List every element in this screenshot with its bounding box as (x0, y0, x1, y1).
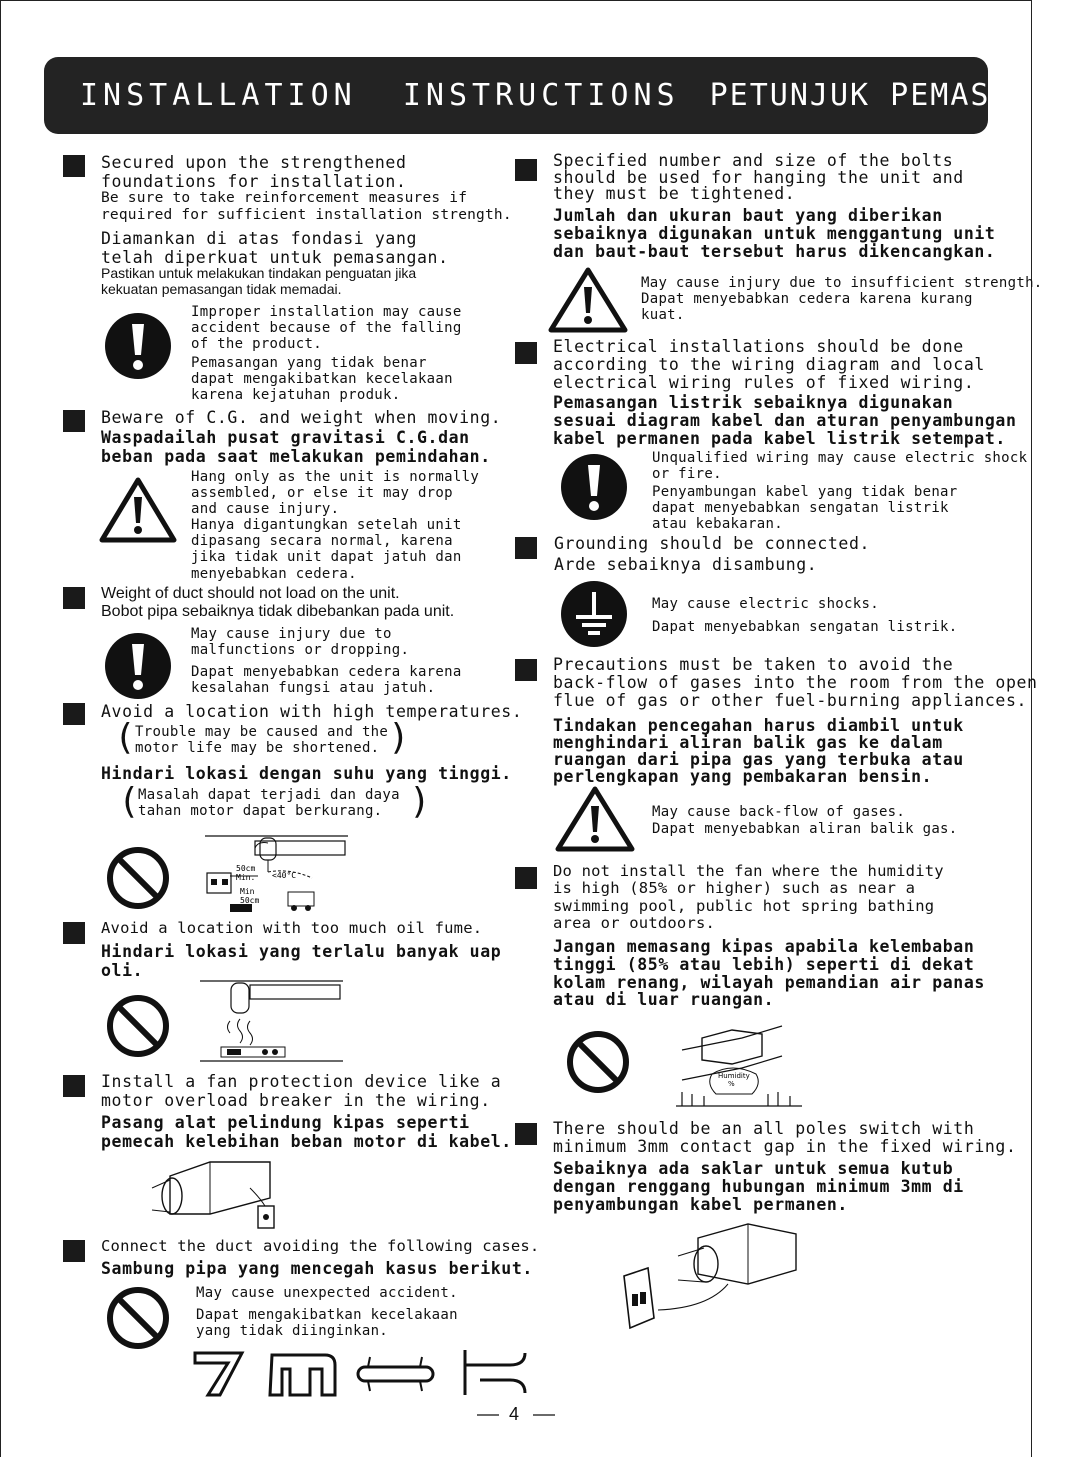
l2-title-en: Beware of C.G. and weight when moving. (101, 408, 502, 427)
r3-title-id: Arde sebaiknya disambung. (554, 555, 818, 574)
diagram-label: Min. (236, 873, 256, 882)
r4-warning-en: May cause back-flow of gases. (652, 804, 906, 820)
exclamation-circle-icon (104, 632, 172, 700)
paren-open: ( (118, 781, 140, 822)
l4-title-en: Avoid a location with high temperatures. (101, 702, 523, 721)
r1-title-en: Specified number and size of the bolts should be used for hanging the unit and they must be tightened. (553, 151, 964, 203)
prohibition-icon (106, 994, 170, 1058)
all-poles-switch-diagram (618, 1218, 808, 1338)
page-title-en: INSTALLATION INSTRUCTIONS (80, 78, 680, 113)
warning-triangle-icon (548, 267, 628, 333)
bullet-square (63, 1240, 85, 1262)
diagram-label: Min (240, 887, 255, 896)
r3-warning-id: Dapat menyebabkan sengatan listrik. (652, 619, 958, 635)
prohibition-icon (566, 1030, 630, 1094)
l1-warning-id: Pemasangan yang tidak benar dapat mengakibatkan kecelakaan karena kejatuhan produk. (191, 355, 453, 404)
diagram-label: <40°C (272, 871, 297, 880)
l4-note-en: Trouble may be caused and the motor life may be shortened. (135, 724, 389, 757)
duct-bends-diagram (190, 1345, 535, 1403)
exclamation-circle-icon (560, 453, 628, 521)
r2-warning-en: Unqualified wiring may cause electric shock or fire. (652, 450, 1028, 483)
l7-warning-id: Dapat mengakibatkan kecelakaan yang tidak diinginkan. (196, 1307, 458, 1340)
prohibition-icon (106, 1286, 170, 1350)
bullet-square (63, 410, 85, 432)
diagram-label: Humidity (718, 1072, 750, 1080)
r1-warning-en: May cause injury due to insufficient strength. (641, 275, 1043, 291)
bullet-square (515, 537, 537, 559)
bullet-square (63, 1075, 85, 1097)
r2-title-en: Electrical installations should be done according to the wiring diagram and local electrical wiring rules of fixed wiring. (553, 337, 985, 392)
l3-warning-id: Dapat menyebabkan cedera karena kesalahan fungsi atau jatuh. (191, 664, 462, 697)
l3-title-id: Bobot pipa sebaiknya tidak dibebankan pada unit. (101, 603, 455, 620)
r1-title-id: Jumlah dan ukuran baut yang diberikan sebaiknya digunakan untuk menggantung unit dan baut-baut tersebut harus dikencangkan. (553, 206, 996, 261)
l6-title-id: Pasang alat pelindung kipas seperti pemecah kelebihan beban motor di kabel. (101, 1113, 512, 1152)
warning-triangle-icon (555, 786, 635, 852)
l5-title-id: Hindari lokasi yang terlalu banyak uap oli. (101, 942, 502, 981)
bullet-square (515, 659, 537, 681)
r2-title-id: Pemasangan listrik sebaiknya digunakan sesuai diagram kabel dan aturan penyambungan kabel permanen pada kabel listrik setempat. (553, 393, 1017, 448)
page-frame-top (0, 0, 1032, 1)
r4-title-id: Tindakan pencegahan harus diambil untuk menghindari aliran balik gas ke dalam ruangan dari pipa gas yang terbuka atau perlengkapan yang pembakaran bensin. (553, 716, 964, 787)
paren-close: ) (388, 717, 410, 758)
r2-warning-id: Penyambungan kabel yang tidak benar dapat menyebabkan sengatan listrik atau kebakaran. (652, 484, 958, 533)
prohibition-icon (106, 846, 170, 910)
r4-warning-id: Dapat menyebabkan aliran balik gas. (652, 821, 958, 837)
l2-title-id: Waspadailah pusat gravitasi C.G.dan beban pada saat melakukan pemindahan. (101, 428, 491, 467)
l3-warning-en: May cause injury due to malfunctions or dropping. (191, 626, 410, 659)
r1-warning-id: Dapat menyebabkan cedera karena kurang kuat. (641, 291, 973, 324)
diagram-label: % (728, 1080, 735, 1088)
l1-title-en: Secured upon the strengthened foundations for installation. (101, 153, 407, 192)
warning-triangle-icon (99, 477, 177, 543)
l2-warning-id: Hanya digantungkan setelah unit dipasang secara normal, karena jika tidak unit dapat jatuh dan menyebabkan cedera. (191, 517, 462, 582)
r3-warning-en: May cause electric shocks. (652, 596, 879, 612)
paren-close: ) (409, 781, 431, 822)
header-banner (44, 57, 1091, 134)
oil-fume-diagram (195, 975, 345, 1067)
paren-open: ( (114, 717, 136, 758)
bullet-square (515, 1123, 537, 1145)
bullet-square (515, 159, 537, 181)
r3-title-en: Grounding should be connected. (554, 534, 871, 553)
l7-title-en: Connect the duct avoiding the following cases. (101, 1237, 540, 1255)
l7-title-id: Sambung pipa yang mencegah kasus berikut. (101, 1259, 533, 1278)
l7-warning-en: May cause unexpected accident. (196, 1285, 458, 1301)
r5-title-id: Jangan memasang kipas apabila kelembaban tinggi (85% atau lebih) seperti di dekat kolam renang, wilayah pemandian air panas atau di luar ruangan. (553, 937, 985, 1010)
bullet-square (63, 922, 85, 944)
page-title-id: PETUNJUK PEMASANGAN (709, 78, 1091, 113)
page-frame-right (1031, 0, 1032, 1457)
r5-title-en: Do not install the fan where the humidity is high (85% or higher) such as near a swimming pool, public hot spring bathing area or outdoors. (553, 862, 944, 933)
l5-title-en: Avoid a location with too much oil fume. (101, 919, 483, 937)
bullet-square (515, 342, 537, 364)
page-number: 4 (509, 1404, 520, 1424)
r6-title-id: Sebaiknya ada saklar untuk semua kutub dengan renggang hubungan minimum 3mm di penyambungan kabel permanen. (553, 1159, 964, 1214)
page-frame-left (0, 0, 1, 1457)
exclamation-circle-icon (104, 312, 172, 380)
bullet-square (63, 155, 85, 177)
l1-body-id: Pastikan untuk melakukan tindakan penguatan jika kekuatan pemasangan tidak memadai. (101, 265, 417, 298)
overload-breaker-diagram (150, 1158, 290, 1236)
r4-title-en: Precautions must be taken to avoid the back-flow of gases into the room from the open flue of gas or other fuel-burning appliances. (553, 655, 1038, 710)
r6-title-en: There should be an all poles switch with minimum 3mm contact gap in the fixed wiring. (553, 1119, 1017, 1157)
l1-title-id: Diamankan di atas fondasi yang telah diperkuat untuk pemasangan. (101, 229, 449, 268)
l2-warning-en: Hang only as the unit is normally assembled, or else it may drop and cause injury. (191, 469, 480, 518)
l4-title-id: Hindari lokasi dengan suhu yang tinggi. (101, 764, 512, 783)
diagram-label: 50cm (236, 864, 256, 873)
diagram-label: 50cm (240, 896, 260, 905)
l1-warning-en: Improper installation may cause accident because of the falling of the product. (191, 304, 462, 353)
grounding-icon (560, 580, 628, 648)
bullet-square (63, 587, 85, 609)
l1-body-en: Be sure to take reinforcement measures if required for sufficient installation strength. (101, 190, 512, 223)
l6-title-en: Install a fan protection device like a motor overload breaker in the wiring. (101, 1072, 502, 1111)
bullet-square (515, 867, 537, 889)
l3-title-en: Weight of duct should not load on the unit. (101, 585, 400, 602)
high-temperature-diagram (200, 828, 350, 918)
bullet-square (63, 703, 85, 725)
humidity-diagram (672, 1020, 807, 1112)
l4-note-id: Masalah dapat terjadi dan daya tahan motor dapat berkurang. (138, 787, 400, 820)
